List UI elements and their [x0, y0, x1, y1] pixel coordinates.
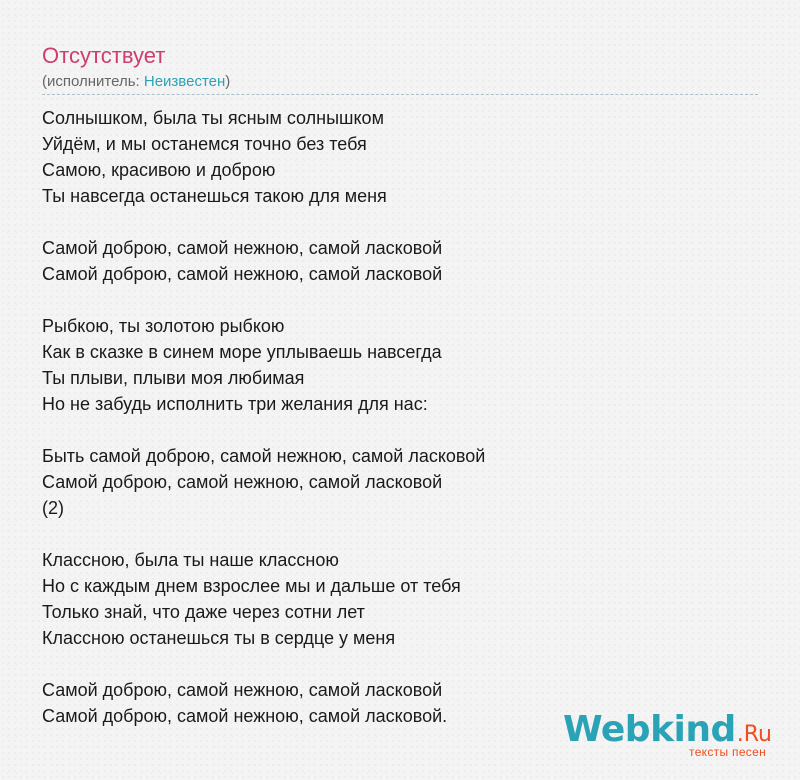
artist-link[interactable]: Неизвестен — [143, 73, 226, 90]
lyrics-text — [42, 105, 758, 729]
lyrics-line: Но не забудь исполнить три желания для нас: — [42, 394, 428, 414]
lyrics-line: Самой доброю, самой нежною, самой ласковой — [42, 680, 443, 700]
lyrics-blank-line — [42, 521, 758, 547]
watermark-brand: Webkind — [562, 709, 736, 750]
lyrics-page — [42, 42, 758, 729]
artist-line — [42, 73, 758, 95]
lyrics-line: Только знай, что даже через сотни лет — [42, 602, 365, 622]
lyrics-line: Быть самой доброю, самой нежною, самой ласковой — [42, 446, 486, 466]
lyrics-line: Ты плыви, плыви моя любимая — [42, 368, 305, 388]
lyrics-blank-line — [42, 209, 758, 235]
lyrics-line: Но с каждым днем взрослее мы и дальше от тебя — [42, 576, 461, 596]
lyrics-line: Самой доброю, самой нежною, самой ласковой — [42, 238, 443, 258]
lyrics-blank-line — [42, 417, 758, 443]
lyrics-line: Самой доброю, самой нежною, самой ласковой. — [42, 706, 448, 726]
lyrics-line: Рыбкою, ты золотою рыбкою — [42, 316, 285, 336]
lyrics-line: Как в сказке в синем море уплываешь навсегда — [42, 342, 442, 362]
lyrics-line: Самой доброю, самой нежною, самой ласковой — [42, 472, 443, 492]
watermark-tld: .Ru — [736, 722, 772, 747]
lyrics-line: Ты навсегда останешься такою для меня — [42, 186, 387, 206]
artist-prefix: (исполнитель: — [42, 73, 144, 90]
song-title: Отсутствует — [42, 43, 166, 68]
lyrics-line: Классною останешься ты в сердце у меня — [42, 628, 396, 648]
lyrics-blank-line — [42, 651, 758, 677]
watermark-tagline: тексты песен — [689, 745, 766, 759]
lyrics-line: (2) — [42, 498, 64, 518]
webkind-watermark — [562, 709, 772, 759]
artist-suffix: ) — [225, 73, 231, 90]
lyrics-line: Уйдём, и мы останемся точно без тебя — [42, 134, 367, 154]
lyrics-line: Самою, красивою и доброю — [42, 160, 276, 180]
lyrics-line: Самой доброю, самой нежною, самой ласковой — [42, 264, 443, 284]
lyrics-line: Солнышком, была ты ясным солнышком — [42, 108, 384, 128]
lyrics-line: Классною, была ты наше классною — [42, 550, 339, 570]
lyrics-blank-line — [42, 287, 758, 313]
